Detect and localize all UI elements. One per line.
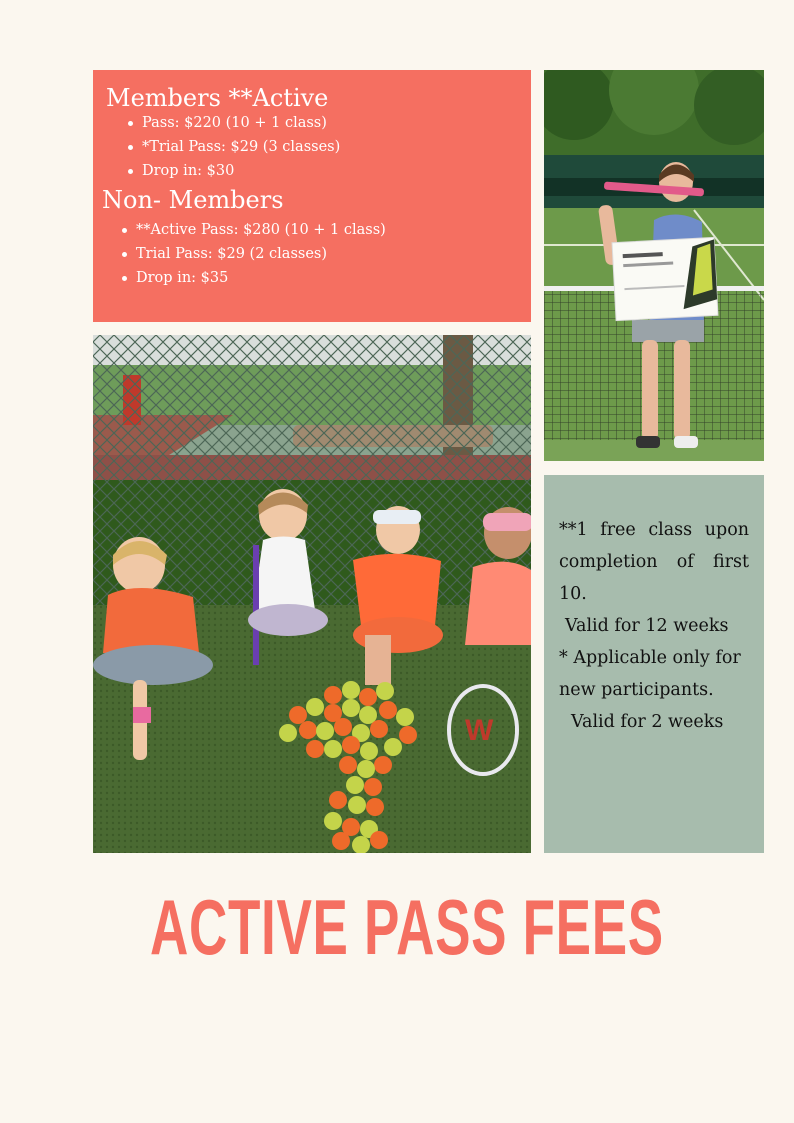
list-item: Pass: $220 (10 + 1 class)	[128, 111, 340, 135]
notes-box	[544, 475, 764, 853]
members-title: Members **Active	[106, 84, 329, 112]
kids-tennis-balls-illustration	[93, 335, 531, 853]
girl-certificate-illustration	[544, 70, 764, 461]
list-item: Trial Pass: $29 (2 classes)	[122, 242, 386, 266]
list-item: *Trial Pass: $29 (3 classes)	[128, 135, 340, 159]
nonmembers-price-list	[122, 218, 386, 290]
page-heading: ACTIVE PASS FEES	[149, 883, 664, 971]
trial-applicability-note: * Applicable only for new participants.	[559, 648, 741, 700]
kids-tennis-balls-photo	[93, 335, 531, 853]
svg-text:W: W	[465, 714, 494, 747]
list-item: **Active Pass: $280 (10 + 1 class)	[122, 218, 386, 242]
list-item: Drop in: $35	[122, 266, 386, 290]
list-item: Drop in: $30	[128, 159, 340, 183]
members-price-list	[128, 111, 340, 183]
nonmembers-title: Non- Members	[102, 186, 284, 214]
validity-note-2-weeks: Valid for 2 weeks	[571, 712, 724, 732]
free-class-note: **1 free class upon completion of first 10.	[559, 520, 749, 604]
validity-note-12-weeks: Valid for 12 weeks	[565, 616, 729, 636]
pricing-box	[93, 70, 531, 322]
girl-certificate-photo	[544, 70, 764, 461]
